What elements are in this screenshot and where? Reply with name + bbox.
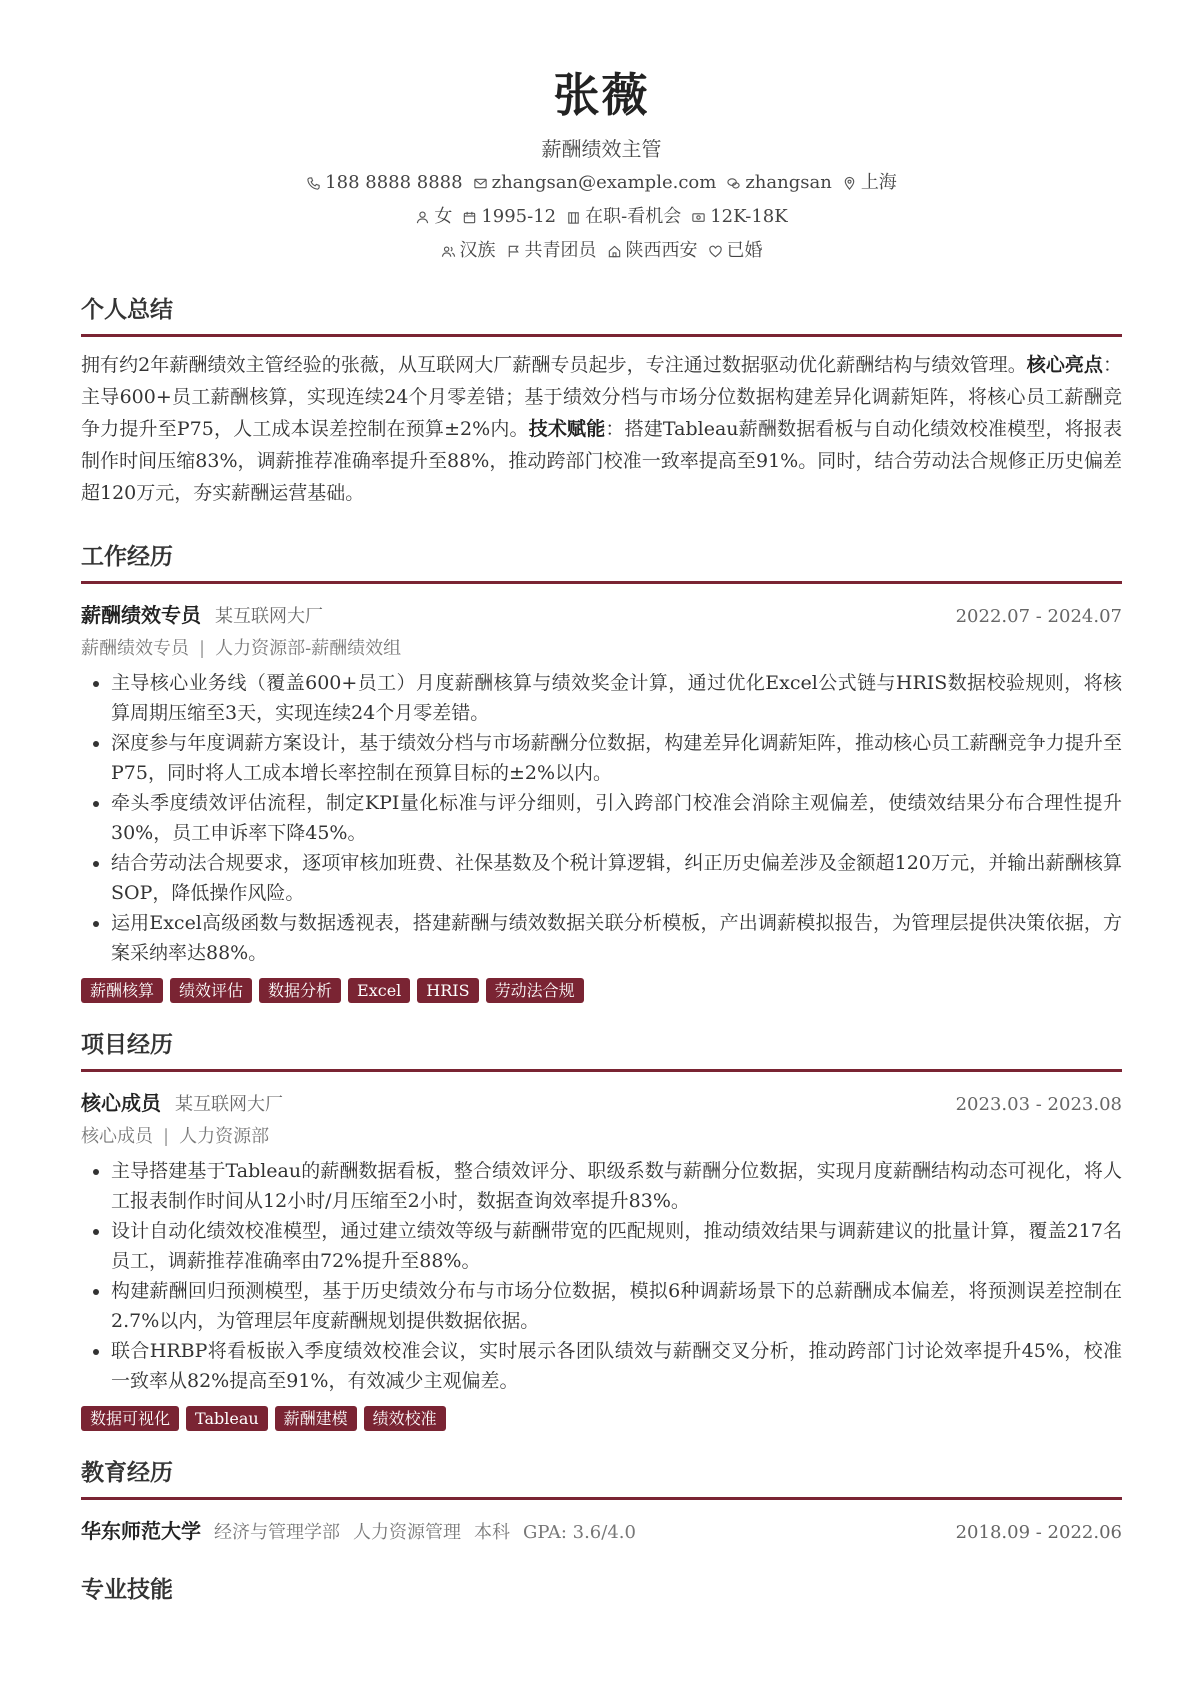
work-entry-header: [81, 598, 1122, 634]
heart-icon: [708, 244, 723, 259]
building-icon: [566, 210, 581, 225]
resume-header: [81, 0, 1122, 266]
birth-text: 1995-12: [481, 206, 557, 227]
skill-tag: Tableau: [186, 1406, 268, 1431]
college-name: 经济与管理学部: [214, 1522, 340, 1543]
phone-text: 188 8888 8888: [325, 172, 463, 193]
project-section: [81, 1027, 1122, 1431]
basic-info-row: [81, 202, 1122, 232]
candidate-name: 张薇: [553, 68, 650, 122]
project-sub-separator: |: [163, 1126, 170, 1147]
political-item: [506, 236, 597, 266]
skill-tag: 绩效评估: [170, 978, 252, 1003]
birth-item: [462, 202, 556, 232]
home-icon: [607, 244, 622, 259]
skill-tag: Excel: [348, 978, 410, 1003]
flag-icon: [506, 244, 521, 259]
skill-tag: 绩效校准: [364, 1406, 446, 1431]
project-company: 某互联网大厂: [175, 1094, 283, 1115]
section-title-work: 工作经历: [81, 539, 1122, 584]
work-subline: [81, 634, 1122, 664]
skill-tag: 数据分析: [259, 978, 341, 1003]
mail-icon: [473, 176, 488, 191]
skill-tag: 薪酬核算: [81, 978, 163, 1003]
work-sub-role: 薪酬绩效专员: [81, 638, 189, 659]
school-name: 华东师范大学: [81, 1519, 201, 1543]
group-icon: [441, 244, 456, 259]
project-department: 人力资源部: [179, 1126, 270, 1147]
work-company: 某互联网大厂: [215, 606, 323, 627]
summary-keyword-highlights: 核心亮点: [1026, 354, 1103, 376]
major-name: 人力资源管理: [353, 1522, 461, 1543]
status-item: [566, 202, 681, 232]
ethnicity-item: [441, 236, 496, 266]
salary-text: 12K-18K: [710, 206, 788, 227]
skills-section: [81, 1572, 1122, 1614]
work-bullet: • 运用Excel高级函数与数据透视表，搭建薪酬与绩效数据关联分析模板，产出调薪模拟报告，为管理层提供决策依据，方案采纳率达88%。: [111, 908, 1122, 968]
education-date: 2018.09 - 2022.06: [955, 1522, 1122, 1543]
work-bullet-list: [81, 668, 1122, 968]
education-section: [81, 1455, 1122, 1550]
work-bullet: • 牵头季度绩效评估流程，制定KPI量化标准与评分细则，引入跨部门校准会消除主观偏差，使绩效结果分布合理性提升30%，员工申诉率下降45%。: [111, 788, 1122, 848]
project-entry-header: [81, 1086, 1122, 1122]
summary-text: [81, 349, 1122, 509]
project-bullet: • 构建薪酬回归预测模型，基于历史绩效分布与市场分位数据，模拟6种调薪场景下的总薪酬成本偏差，将预测误差控制在2.7%以内，为管理层年度薪酬规划提供数据依据。: [111, 1276, 1122, 1336]
political-text: 共青团员: [524, 240, 597, 261]
salary-item: [691, 202, 787, 232]
job-title: 薪酬绩效主管: [541, 137, 662, 161]
gpa: GPA: 3.6/4.0: [523, 1522, 636, 1543]
project-tags: [81, 1406, 1122, 1431]
email-text: zhangsan@example.com: [491, 172, 717, 193]
work-bullet: • 深度参与年度调薪方案设计，基于绩效分档与市场薪酬分位数据，构建差异化调薪矩阵，推动核心员工薪酬竞争力提升至P75，同时将人工成本增长率控制在预算目标的±2%以内。: [111, 728, 1122, 788]
money-icon: [691, 210, 706, 225]
skill-tag: 数据可视化: [81, 1406, 179, 1431]
project-bullet: • 主导搭建基于Tableau的薪酬数据看板，整合绩效评分、职级系数与薪酬分位数据，实现月度薪酬结构动态可视化，将人工报表制作时间从12小时/月压缩至2小时，数据查询效率提升83%。: [111, 1156, 1122, 1216]
section-title-summary: 个人总结: [81, 292, 1122, 337]
section-title-project: 项目经历: [81, 1027, 1122, 1072]
phone-icon: [306, 176, 321, 191]
city-item: [842, 168, 897, 198]
extra-info-row: [81, 236, 1122, 266]
hometown-item: [607, 236, 698, 266]
phone-item[interactable]: [306, 168, 462, 198]
email-item[interactable]: [473, 168, 717, 198]
project-sub-role: 核心成员: [81, 1126, 153, 1147]
ethnicity-text: 汉族: [459, 240, 496, 261]
project-bullet-list: [81, 1156, 1122, 1396]
marital-item: [708, 236, 763, 266]
skill-tag: HRIS: [417, 978, 478, 1003]
wechat-item[interactable]: [726, 168, 831, 198]
summary-part-1: 拥有约2年薪酬绩效主管经验的张薇，从互联网大厂薪酬专员起步，专注通过数据驱动优化薪酬结构与绩效管理。: [81, 354, 1027, 376]
location-pin-icon: [842, 176, 857, 191]
work-sub-separator: |: [199, 638, 206, 659]
wechat-text: zhangsan: [745, 172, 832, 193]
project-bullet: • 联合HRBP将看板嵌入季度绩效校准会议，实时展示各团队绩效与薪酬交叉分析，推动跨部门讨论效率提升45%，校准一致率从82%提高至91%，有效减少主观偏差。: [111, 1336, 1122, 1396]
contact-row: [81, 168, 1122, 198]
gender-item: [415, 202, 452, 232]
city-text: 上海: [860, 172, 897, 193]
wechat-icon: [726, 176, 741, 191]
summary-part-3: ：搭建Tableau薪酬数据看板与自动化绩效校准模型，将报表制作时间压缩83%，调薪推荐准确率提升至88%，推动跨部门校准一致率提高至91%。同时，结合劳动法合规修正历史偏差超120万元，夯实薪酬运营基础。: [81, 418, 1122, 504]
project-subline: [81, 1122, 1122, 1152]
work-tags: [81, 978, 1122, 1003]
calendar-icon: [462, 210, 477, 225]
education-entry: [81, 1514, 1122, 1550]
project-role: 核心成员: [81, 1091, 161, 1115]
person-icon: [415, 210, 430, 225]
skill-tag: 薪酬建模: [275, 1406, 357, 1431]
work-bullet: • 结合劳动法合规要求，逐项审核加班费、社保基数及个税计算逻辑，纠正历史偏差涉及金额超120万元，并输出薪酬核算SOP，降低操作风险。: [111, 848, 1122, 908]
project-bullet: • 设计自动化绩效校准模型，通过建立绩效等级与薪酬带宽的匹配规则，推动绩效结果与调薪建议的批量计算，覆盖217名员工，调薪推荐准确率由72%提升至88%。: [111, 1216, 1122, 1276]
project-date: 2023.03 - 2023.08: [955, 1094, 1122, 1115]
summary-part-2: ：主导600+员工薪酬核算，实现连续24个月零差错；基于绩效分档与市场分位数据构建差异化调薪矩阵，将核心员工薪酬竞争力提升至P75，人工成本误差控制在预算±2%内。: [81, 354, 1122, 440]
section-title-skills: 专业技能: [81, 1576, 173, 1603]
work-section: [81, 539, 1122, 1003]
degree: 本科: [474, 1522, 510, 1543]
work-bullet: • 主导核心业务线（覆盖600+员工）月度薪酬核算与绩效奖金计算，通过优化Excel公式链与HRIS数据校验规则，将核算周期压缩至3天，实现连续24个月零差错。: [111, 668, 1122, 728]
work-role: 薪酬绩效专员: [81, 603, 201, 627]
summary-section: [81, 292, 1122, 509]
section-title-education: 教育经历: [81, 1455, 1122, 1500]
marital-text: 已婚: [726, 240, 763, 261]
status-text: 在职-看机会: [585, 206, 682, 227]
skill-tag: 劳动法合规: [486, 978, 584, 1003]
gender-text: 女: [434, 206, 453, 227]
summary-keyword-tech: 技术赋能: [528, 418, 606, 440]
hometown-text: 陕西西安: [625, 240, 698, 261]
work-date: 2022.07 - 2024.07: [955, 606, 1122, 627]
work-department: 人力资源部-薪酬绩效组: [215, 638, 402, 659]
